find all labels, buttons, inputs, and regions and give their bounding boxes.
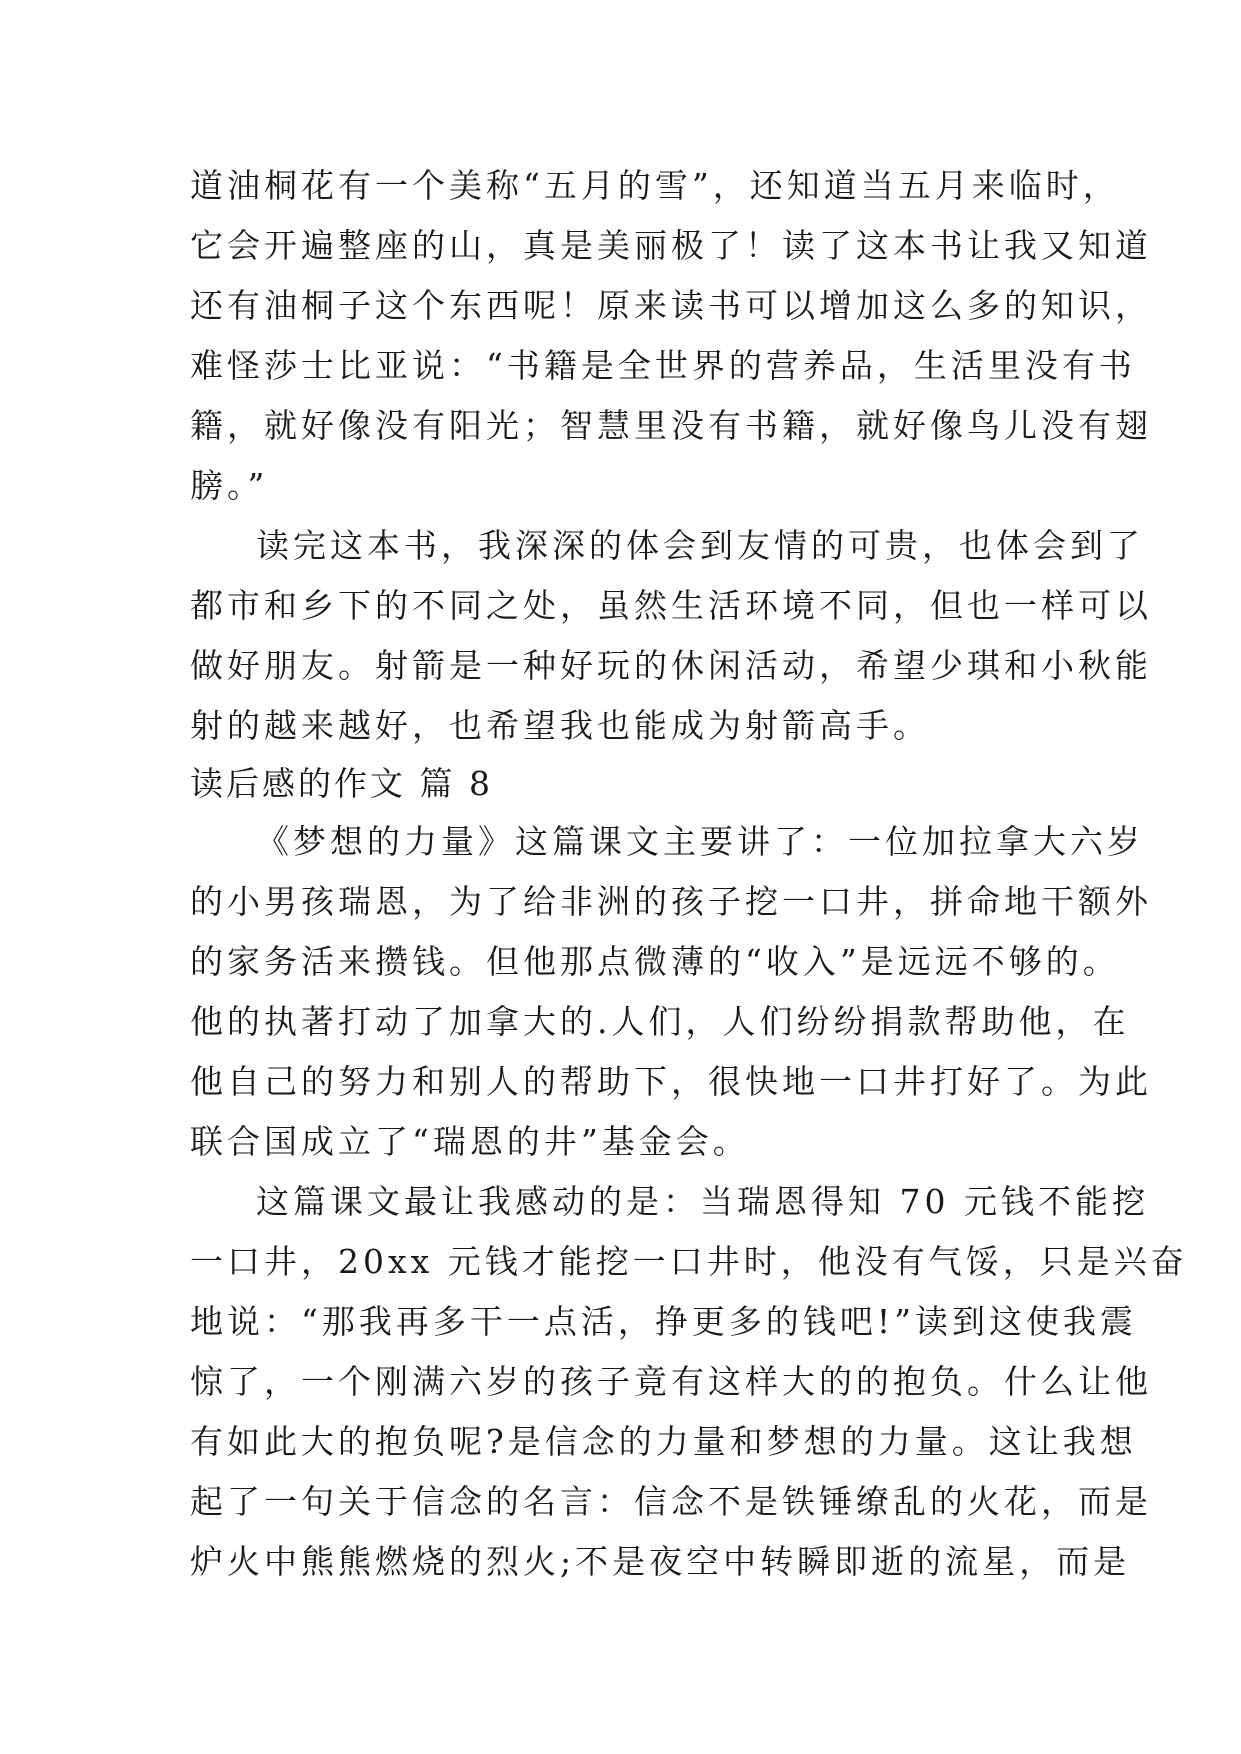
text-line: 的家务活来攒钱。但他那点微薄的“收入”是远远不够的。 bbox=[190, 942, 1120, 981]
text-line: 难怪莎士比亚说：“书籍是全世界的营养品，生活里没有书 bbox=[190, 346, 1136, 385]
text-line: 道油桐花有一个美称“五月的雪”，还知道当五月来临时， bbox=[190, 166, 1120, 205]
text-line: 联合国成立了“瑞恩的井”基金会。 bbox=[190, 1122, 750, 1161]
text-line: 还有油桐子这个东西呢！原来读书可以增加这么多的知识， bbox=[190, 286, 1152, 325]
text-line: 他的执著打动了加拿大的.人们，人们纷纷捐款帮助他，在 bbox=[190, 1002, 1130, 1041]
text-line: 地说：“那我再多干一点活，挣更多的钱吧!”读到这使我震 bbox=[190, 1302, 1138, 1341]
text-line: 籍，就好像没有阳光；智慧里没有书籍，就好像鸟儿没有翅 bbox=[190, 406, 1152, 445]
section-heading: 读后感的作文 篇 8 bbox=[190, 764, 493, 803]
text-line: 的小男孩瑞恩，为了给非洲的孩子挖一口井，拼命地干额外 bbox=[190, 882, 1152, 921]
paragraph-start-line: 《梦想的力量》这篇课文主要讲了：一位加拉拿大六岁 bbox=[256, 822, 1144, 861]
text-line: 一口井，20xx 元钱才能挖一口井时，他没有气馁，只是兴奋 bbox=[190, 1242, 1188, 1281]
text-line: 起了一句关于信念的名言：信念不是铁锤缭乱的火花，而是 bbox=[190, 1482, 1152, 1521]
text-line: 炉火中熊熊燃烧的烈火;不是夜空中转瞬即逝的流星，而是 bbox=[190, 1542, 1131, 1581]
text-line: 做好朋友。射箭是一种好玩的休闲活动，希望少琪和小秋能 bbox=[190, 646, 1152, 685]
text-line: 它会开遍整座的山，真是美丽极了！读了这本书让我又知道 bbox=[190, 226, 1152, 265]
paragraph-start-line: 这篇课文最让我感动的是：当瑞恩得知 70 元钱不能挖 bbox=[256, 1182, 1149, 1221]
text-line: 射的越来越好，也希望我也能成为射箭高手。 bbox=[190, 706, 930, 745]
text-line: 膀。” bbox=[190, 466, 269, 505]
text-line: 有如此大的抱负呢?是信念的力量和梦想的力量。这让我想 bbox=[190, 1422, 1137, 1461]
text-line: 他自己的努力和别人的帮助下，很快地一口井打好了。为此 bbox=[190, 1062, 1152, 1101]
text-line: 都市和乡下的不同之处，虽然生活环境不同，但也一样可以 bbox=[190, 586, 1152, 625]
text-line: 惊了，一个刚满六岁的孩子竟有这样大的的抱负。什么让他 bbox=[190, 1362, 1152, 1401]
paragraph-start-line: 读完这本书，我深深的体会到友情的可贵，也体会到了 bbox=[256, 526, 1144, 565]
